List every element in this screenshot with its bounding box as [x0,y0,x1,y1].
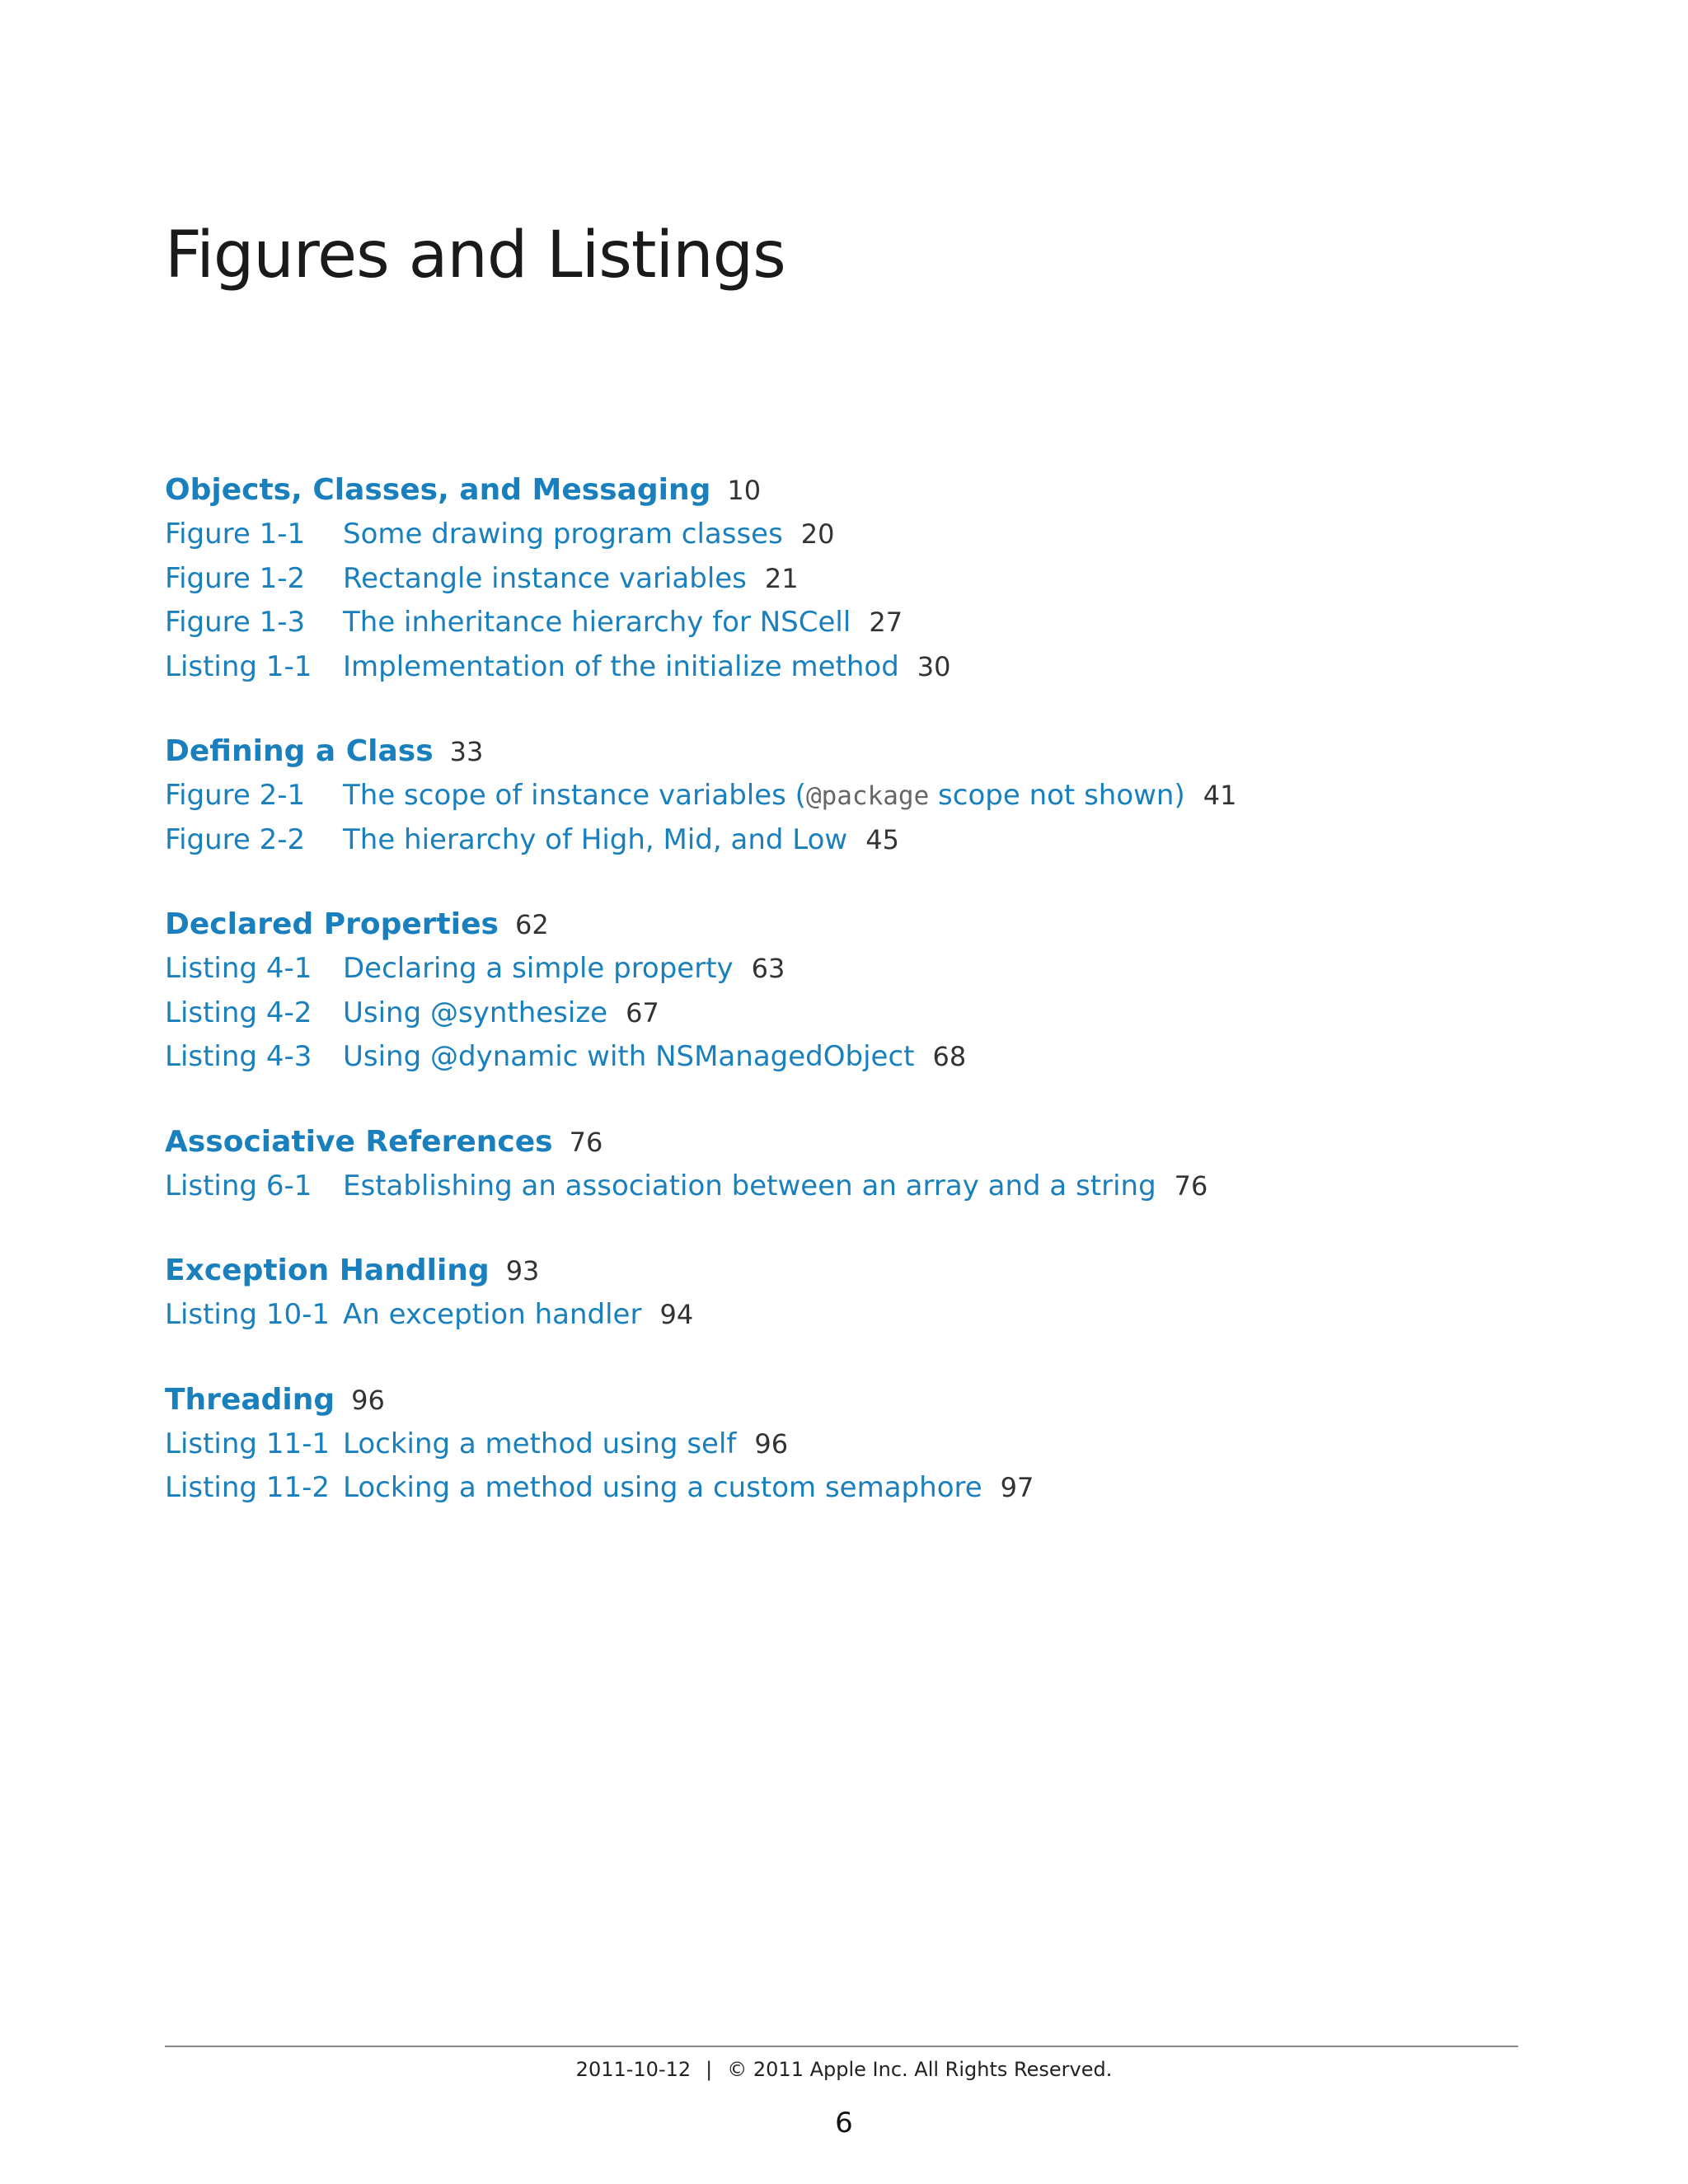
entry-label-link[interactable]: Listing 4-2 [165,996,312,1029]
footer-divider [165,2046,1518,2047]
entry-label-link[interactable]: Listing 4-1 [165,952,312,985]
entry-label-link[interactable]: Listing 1-1 [165,649,312,683]
entry-title-link[interactable]: Locking a method using self [343,1427,737,1460]
entry-title-link[interactable]: Rectangle instance variables [343,561,747,595]
entry-page-number: 67 [626,996,659,1029]
entry-page-number: 94 [659,1299,694,1330]
entry-page-number: 63 [751,953,785,984]
entry-title-link[interactable]: The inheritance hierarchy for NSCell [343,606,851,639]
entry-page-number: 96 [754,1427,789,1460]
toc-entry[interactable] [165,774,1525,818]
toc-entry[interactable] [165,1422,1525,1467]
entry-title-link[interactable]: Implementation of the initialize method [343,649,899,683]
entry-title-link[interactable]: Establishing an association between an array and a string [343,1169,1156,1202]
entry-title-link[interactable]: Using @dynamic with NSManagedObject [343,1040,915,1073]
toc-entry[interactable] [165,818,1525,863]
entry-label-link[interactable]: Listing 10-1 [165,1298,330,1331]
section-page-number: 62 [514,909,549,940]
entry-title-link[interactable]: An exception handler [343,1298,642,1331]
footer-date: 2011-10-12 [575,2058,692,2081]
page-number: 6 [835,2107,853,2139]
entry-title-link[interactable]: Using @synthesize [343,996,608,1029]
section-title-link[interactable]: Objects, Classes, and Messaging [165,473,711,507]
code-keyword: @package [805,781,930,811]
toc-entry[interactable] [165,1293,1525,1338]
section-heading[interactable] [165,468,1525,513]
toc-section-defining-a-class [165,729,1525,862]
toc-entry[interactable] [165,645,1525,690]
section-title-link[interactable]: Associative References [165,1124,553,1159]
entry-title-link[interactable]: The hierarchy of High, Mid, and Low [343,823,848,856]
entry-label-link[interactable]: Listing 4-3 [165,1040,312,1073]
entry-title-text: The scope of instance variables ( [343,779,806,812]
entry-label-link[interactable]: Listing 6-1 [165,1169,312,1202]
entry-label-link[interactable]: Listing 11-2 [165,1471,330,1504]
toc-section-declared-properties [165,902,1525,1080]
entry-page-number: 20 [800,518,835,550]
toc-section-objects-classes-messaging [165,468,1525,689]
table-of-figures [165,468,1525,1551]
section-page-number: 76 [569,1126,603,1158]
entry-page-number: 97 [1000,1472,1034,1503]
entry-title-text: scope not shown) [929,779,1185,812]
entry-label-link[interactable]: Figure 2-2 [165,823,306,856]
entry-page-number: 76 [1174,1169,1208,1202]
toc-entry[interactable] [165,991,1525,1036]
section-page-number: 33 [449,736,484,767]
toc-entry[interactable] [165,513,1525,557]
toc-entry[interactable] [165,1466,1525,1511]
entry-title-link[interactable]: Declaring a simple property [343,952,734,985]
entry-title-link[interactable]: Locking a method using a custom semaphore [343,1471,982,1504]
entry-label-link[interactable]: Figure 1-1 [165,518,306,551]
page-title: Figures and Listings [165,218,785,293]
footer-copyright: © 2011 Apple Inc. All Rights Reserved. [727,2058,1113,2081]
entry-page-number: 30 [917,650,951,682]
section-page-number: 96 [351,1384,385,1416]
entry-page-number: 21 [764,562,799,594]
entry-label-link[interactable]: Figure 2-1 [165,779,306,812]
toc-entry[interactable] [165,947,1525,991]
toc-section-associative-references [165,1120,1525,1209]
section-title-link[interactable]: Declared Properties [165,907,499,941]
entry-title-link[interactable]: Some drawing program classes [343,518,783,551]
footer [0,2058,1688,2081]
toc-entry[interactable] [165,601,1525,645]
toc-section-exception-handling [165,1249,1525,1338]
toc-section-threading [165,1378,1525,1511]
entry-page-number: 27 [869,607,903,638]
entry-title-link[interactable] [343,774,1185,818]
entry-label-link[interactable]: Figure 1-3 [165,606,306,639]
toc-entry[interactable] [165,1165,1525,1209]
entry-page-number: 45 [865,823,899,855]
section-page-number: 10 [727,475,762,506]
section-heading[interactable] [165,1378,1525,1422]
section-title-link[interactable]: Threading [165,1382,335,1417]
entry-label-link[interactable]: Listing 11-1 [165,1427,330,1460]
section-heading[interactable] [165,1120,1525,1165]
footer-separator: | [706,2058,713,2081]
section-heading[interactable] [165,1249,1525,1293]
entry-label-link[interactable]: Figure 1-2 [165,561,306,595]
section-title-link[interactable]: Exception Handling [165,1254,490,1287]
entry-page-number: 68 [932,1041,967,1072]
section-heading[interactable] [165,902,1525,947]
entry-page-number: 41 [1203,780,1237,811]
toc-entry[interactable] [165,557,1525,602]
toc-entry[interactable] [165,1035,1525,1080]
section-page-number: 93 [505,1255,540,1286]
section-heading[interactable] [165,729,1525,774]
section-title-link[interactable]: Defining a Class [165,734,434,768]
